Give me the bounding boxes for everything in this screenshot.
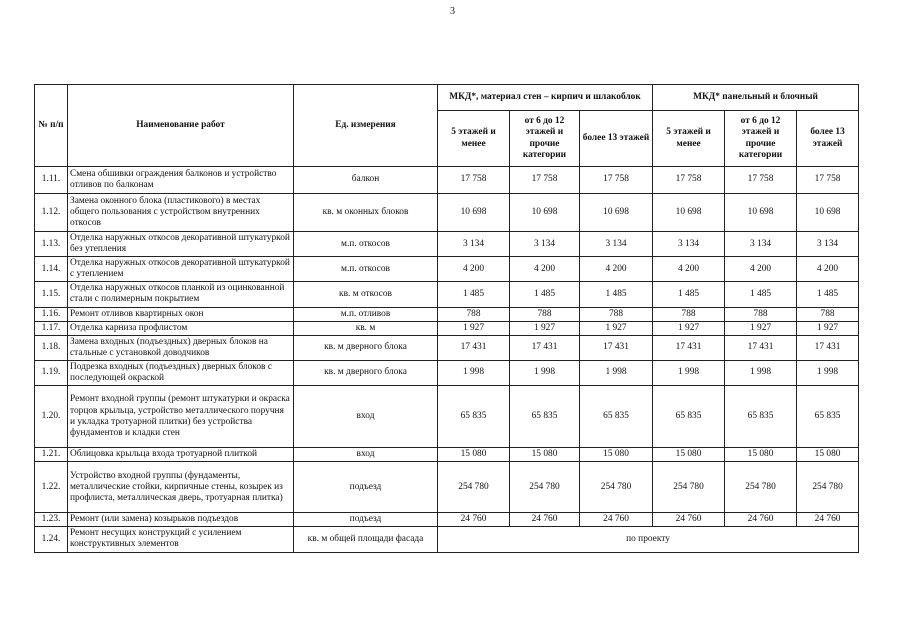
price-cell: 15 080 [725, 448, 797, 462]
price-cell: 1 998 [580, 360, 653, 385]
price-cell: 1 998 [438, 360, 510, 385]
price-cell: 24 760 [438, 513, 510, 527]
unit-cell: м.п. откосов [294, 232, 438, 257]
price-cell: 1 998 [653, 360, 725, 385]
price-cell: 10 698 [510, 194, 580, 232]
table-row [35, 527, 859, 552]
price-cell: 254 780 [510, 462, 580, 513]
unit-cell: балкон [294, 167, 438, 194]
subheader: 5 этажей и менее [653, 111, 725, 167]
table-row [35, 282, 859, 307]
price-cell: 17 431 [797, 335, 859, 360]
row-number: 1.15. [35, 282, 68, 307]
price-cell: 1 485 [797, 282, 859, 307]
price-cell: 15 080 [510, 448, 580, 462]
price-cell: 788 [510, 307, 580, 321]
unit-cell: кв. м дверного блока [294, 360, 438, 385]
unit-cell: подъезд [294, 513, 438, 527]
price-cell: 254 780 [725, 462, 797, 513]
price-cell: 65 835 [653, 386, 725, 448]
row-number: 1.21. [35, 448, 68, 462]
price-cell: 17 758 [653, 167, 725, 194]
work-name: Ремонт несущих конструкций с усилением конструктивных элементов [68, 527, 294, 552]
unit-cell: вход [294, 386, 438, 448]
table-row [35, 232, 859, 257]
price-cell: 4 200 [580, 257, 653, 282]
price-cell: 24 760 [510, 513, 580, 527]
table-row [35, 335, 859, 360]
table-row [35, 513, 859, 527]
price-cell: 65 835 [510, 386, 580, 448]
price-cell: 17 758 [725, 167, 797, 194]
price-cell: 65 835 [797, 386, 859, 448]
table-row [35, 321, 859, 335]
price-cell: 17 431 [438, 335, 510, 360]
unit-cell: кв. м оконных блоков [294, 194, 438, 232]
row-number: 1.11. [35, 167, 68, 194]
unit-cell: м.п. отливов [294, 307, 438, 321]
header-name: Наименование работ [68, 85, 294, 167]
work-name: Замена оконного блока (пластикового) в местах общего пользования с устройством внутренних откосов [68, 194, 294, 232]
row-number: 1.14. [35, 257, 68, 282]
price-cell: 10 698 [653, 194, 725, 232]
price-cell: 3 134 [653, 232, 725, 257]
unit-cell: м.п. откосов [294, 257, 438, 282]
row-number: 1.16. [35, 307, 68, 321]
price-cell: 17 758 [438, 167, 510, 194]
price-cell: 15 080 [797, 448, 859, 462]
table-row [35, 386, 859, 448]
price-cell: 1 927 [580, 321, 653, 335]
unit-cell: кв. м дверного блока [294, 335, 438, 360]
price-cell: 254 780 [653, 462, 725, 513]
price-cell: 1 485 [580, 282, 653, 307]
price-cell: 24 760 [725, 513, 797, 527]
price-cell: 65 835 [580, 386, 653, 448]
header-group-brick: МКД*, материал стен – кирпич и шлакоблок [438, 85, 653, 111]
unit-cell: вход [294, 448, 438, 462]
price-cell: 3 134 [510, 232, 580, 257]
table-row [35, 448, 859, 462]
price-cell: 65 835 [725, 386, 797, 448]
price-cell: 4 200 [725, 257, 797, 282]
price-cell: 788 [438, 307, 510, 321]
header-unit: Ед. измерения [294, 85, 438, 167]
work-name: Ремонт отливов квартирных окон [68, 307, 294, 321]
price-cell: 1 927 [725, 321, 797, 335]
row-number: 1.22. [35, 462, 68, 513]
price-cell: 4 200 [797, 257, 859, 282]
price-cell: 10 698 [580, 194, 653, 232]
row-number: 1.12. [35, 194, 68, 232]
unit-cell: кв. м откосов [294, 282, 438, 307]
price-cell: 17 431 [725, 335, 797, 360]
price-cell: 254 780 [580, 462, 653, 513]
price-cell: 1 927 [797, 321, 859, 335]
price-cell: 4 200 [653, 257, 725, 282]
row-number: 1.24. [35, 527, 68, 552]
unit-cell: кв. м [294, 321, 438, 335]
price-cell: 254 780 [438, 462, 510, 513]
price-cell: 1 998 [725, 360, 797, 385]
price-cell: 3 134 [580, 232, 653, 257]
row-number: 1.20. [35, 386, 68, 448]
table-row [35, 194, 859, 232]
price-cell: 3 134 [725, 232, 797, 257]
header-num: № п/п [35, 85, 68, 167]
table-row [35, 257, 859, 282]
price-cell: 4 200 [438, 257, 510, 282]
table-row [35, 307, 859, 321]
price-cell: 10 698 [797, 194, 859, 232]
row-number: 1.19. [35, 360, 68, 385]
price-cell: 15 080 [653, 448, 725, 462]
work-name: Облицовка крыльца входа тротуарной плиткой [68, 448, 294, 462]
work-name: Подрезка входных (подъездных) дверных блоков с последующей окраской [68, 360, 294, 385]
price-cell: 4 200 [510, 257, 580, 282]
work-name: Отделка карниза профлистом [68, 321, 294, 335]
price-cell: 17 431 [510, 335, 580, 360]
price-cell: 1 485 [725, 282, 797, 307]
price-cell: 1 927 [653, 321, 725, 335]
price-cell: 65 835 [438, 386, 510, 448]
price-cell: 788 [580, 307, 653, 321]
work-name: Отделка наружных откосов декоративной штукатуркой с утеплением [68, 257, 294, 282]
price-cell: 17 758 [797, 167, 859, 194]
price-cell: 17 758 [580, 167, 653, 194]
subheader: от 6 до 12 этажей и прочие категории [510, 111, 580, 167]
price-cell: 3 134 [438, 232, 510, 257]
price-cell: 1 485 [510, 282, 580, 307]
work-name: Устройство входной группы (фундаменты, металлические стойки, кирпичные стены, козырек из профлиста, металлическая дверь, тротуарная плитка) [68, 462, 294, 513]
price-cell: 1 485 [438, 282, 510, 307]
table-row [35, 462, 859, 513]
subheader: от 6 до 12 этажей и прочие категории [725, 111, 797, 167]
price-cell: 10 698 [438, 194, 510, 232]
table-row [35, 360, 859, 385]
header-group-panel: МКД* панельный и блочный [653, 85, 859, 111]
row-number: 1.23. [35, 513, 68, 527]
price-cell: 788 [797, 307, 859, 321]
price-cell: 17 758 [510, 167, 580, 194]
price-cell: 15 080 [580, 448, 653, 462]
row-number: 1.18. [35, 335, 68, 360]
unit-cell: подъезд [294, 462, 438, 513]
subheader: более 13 этажей [797, 111, 859, 167]
price-cell: 788 [725, 307, 797, 321]
price-cell: 1 927 [510, 321, 580, 335]
work-name: Замена входных (подъездных) дверных блоков на стальные с установкой доводчиков [68, 335, 294, 360]
work-name: Ремонт (или замена) козырьков подъездов [68, 513, 294, 527]
unit-cell: кв. м общей площади фасада [294, 527, 438, 552]
price-cell: 1 998 [510, 360, 580, 385]
subheader: 5 этажей и менее [438, 111, 510, 167]
price-cell: 24 760 [580, 513, 653, 527]
price-cell: 24 760 [797, 513, 859, 527]
price-cell: 1 927 [438, 321, 510, 335]
price-cell: 10 698 [725, 194, 797, 232]
price-cell: 254 780 [797, 462, 859, 513]
page-number: 3 [450, 6, 455, 17]
subheader: более 13 этажей [580, 111, 653, 167]
work-name: Отделка наружных откосов планкой из оцинкованной стали с полимерным покрытием [68, 282, 294, 307]
price-cell: 15 080 [438, 448, 510, 462]
price-cell: 3 134 [797, 232, 859, 257]
price-cell: 17 431 [653, 335, 725, 360]
price-table [34, 84, 859, 553]
price-cell-merged: по проекту [438, 527, 859, 552]
work-name: Отделка наружных откосов декоративной штукатуркой без утепления [68, 232, 294, 257]
price-cell: 17 431 [580, 335, 653, 360]
row-number: 1.17. [35, 321, 68, 335]
price-cell: 788 [653, 307, 725, 321]
price-cell: 1 998 [797, 360, 859, 385]
price-cell: 24 760 [653, 513, 725, 527]
work-name: Смена обшивки ограждения балконов и устройство отливов по балконам [68, 167, 294, 194]
table-row [35, 167, 859, 194]
row-number: 1.13. [35, 232, 68, 257]
work-name: Ремонт входной группы (ремонт штукатурки и окраска торцов крыльца, устройство металлического поручня и укладка тротуарной плитки) без устройства фундаментов и кладки стен [68, 386, 294, 448]
price-cell: 1 485 [653, 282, 725, 307]
